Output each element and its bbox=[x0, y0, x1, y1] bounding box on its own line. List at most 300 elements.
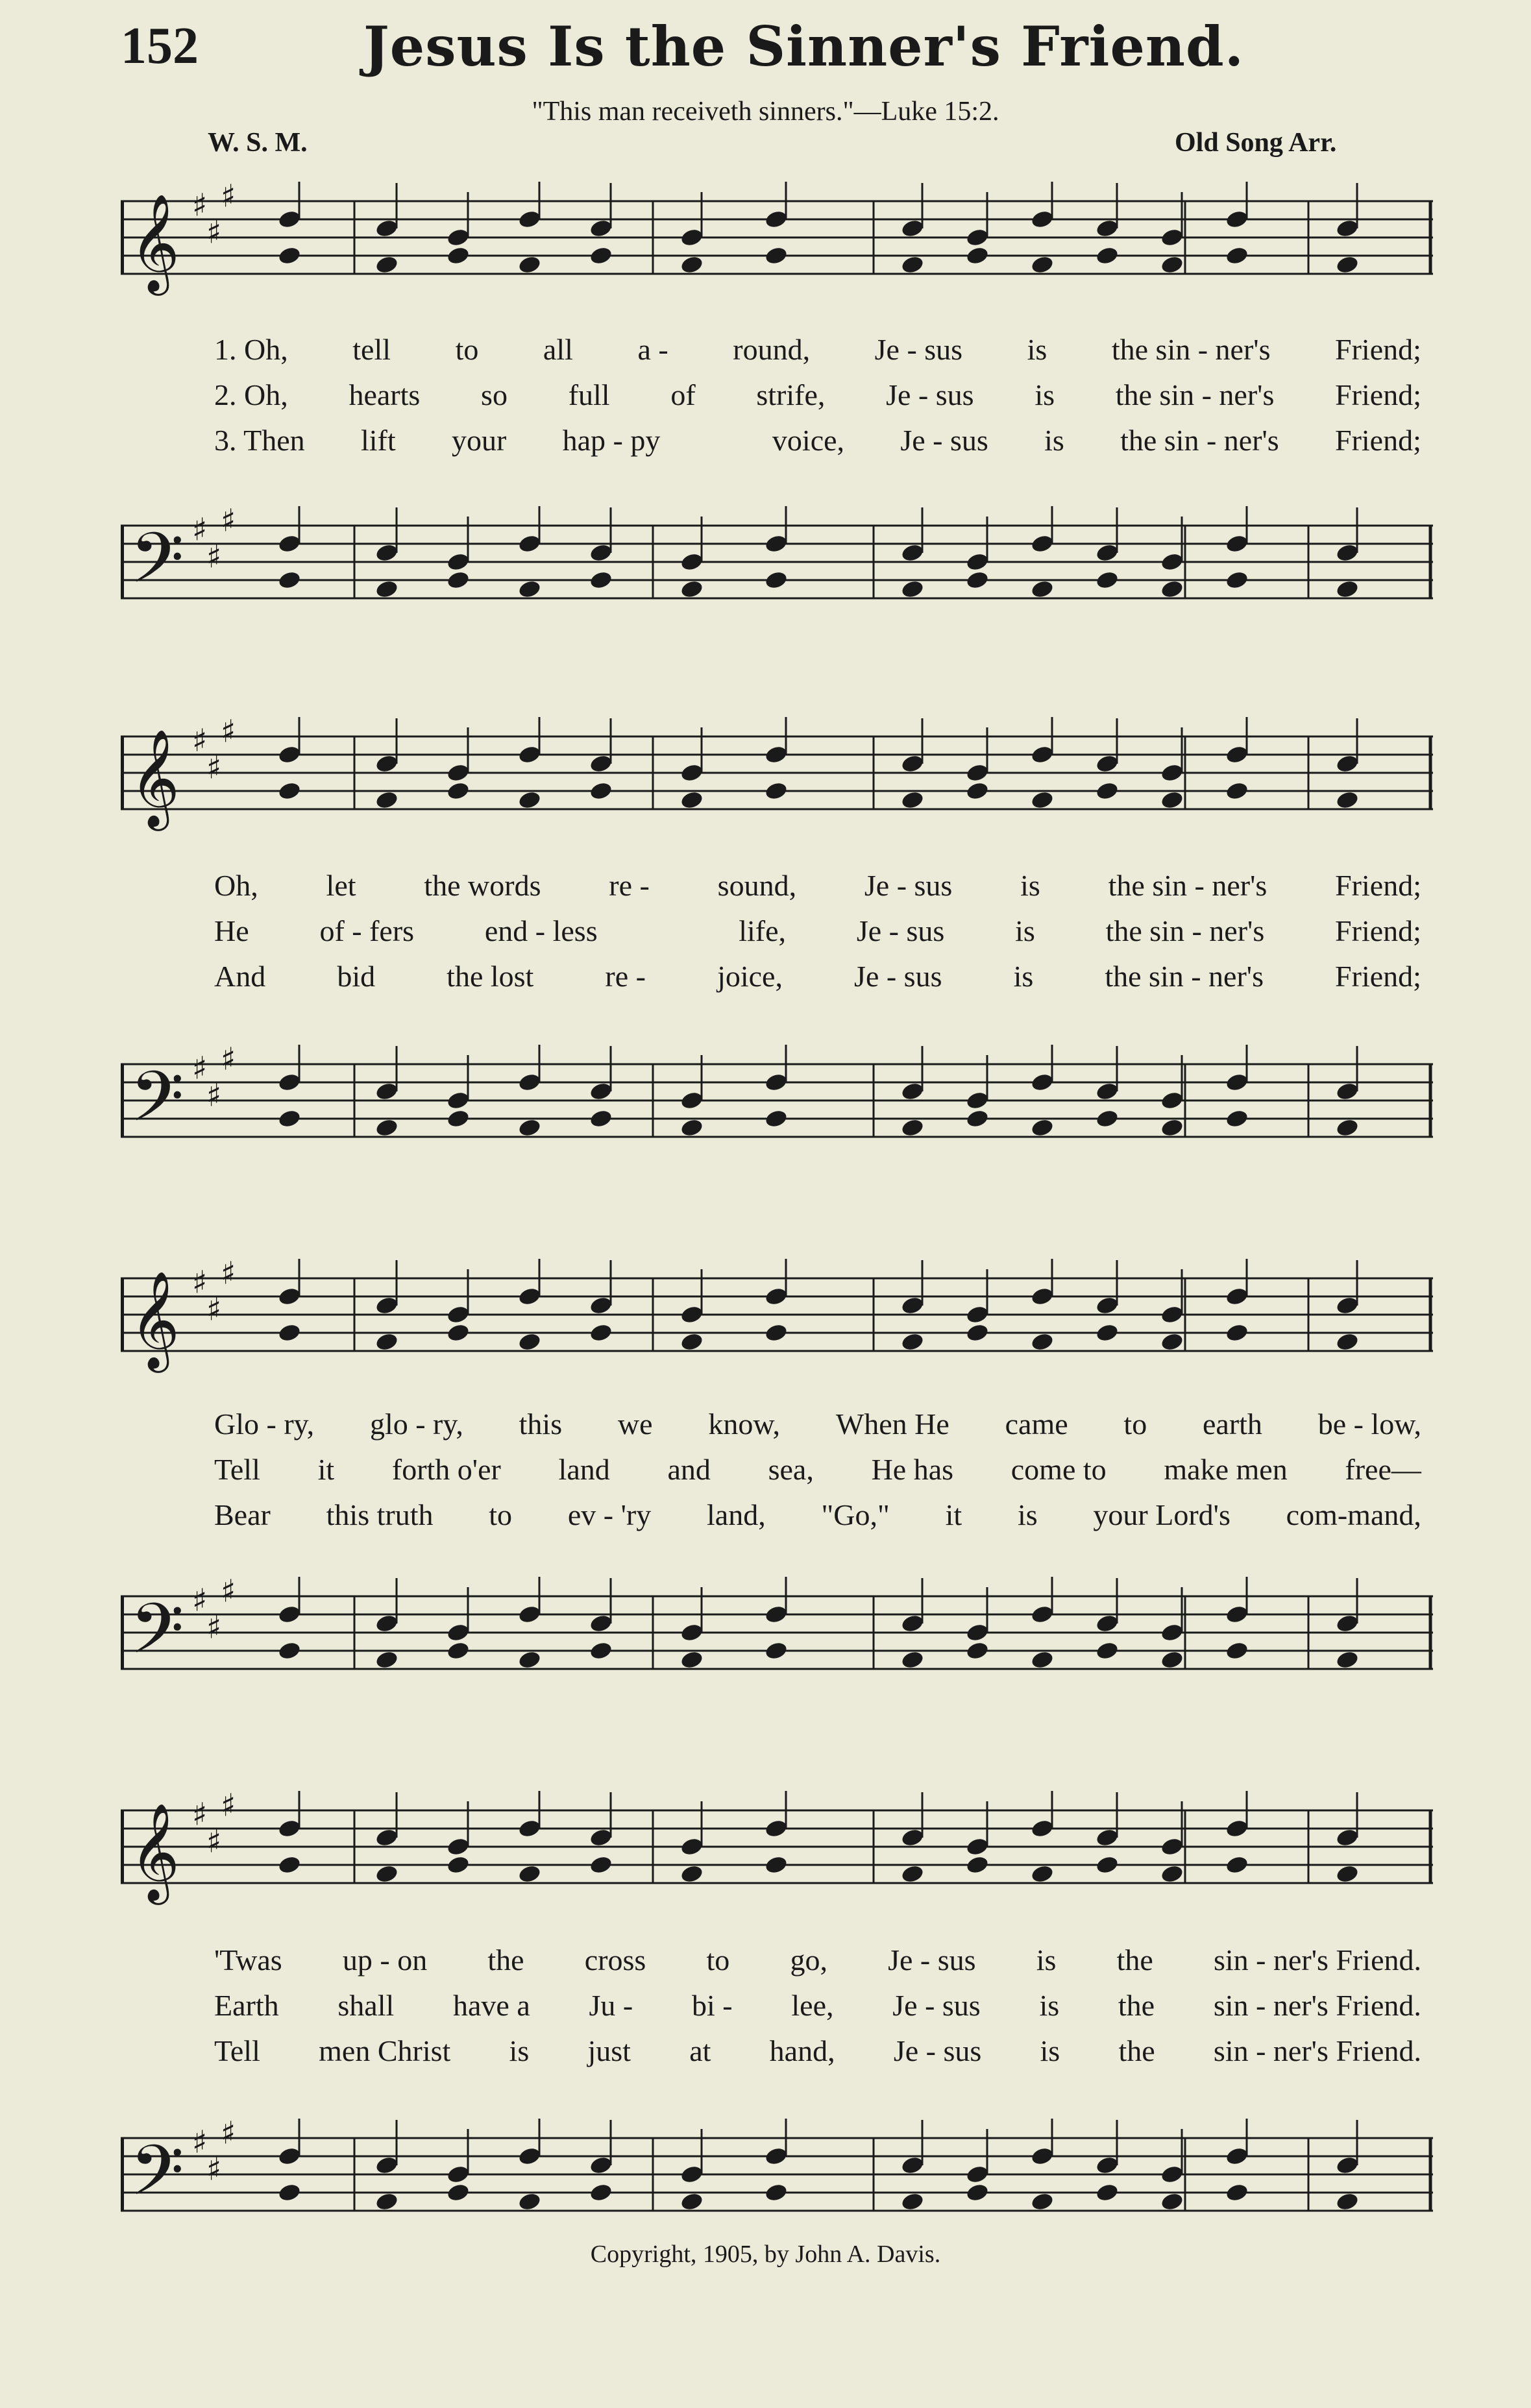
lyric-syllable: is bbox=[1040, 2034, 1060, 2067]
note-head bbox=[277, 1072, 302, 1093]
treble-clef-icon: 𝄞 bbox=[130, 728, 180, 827]
note-head bbox=[277, 744, 302, 765]
note-head bbox=[446, 781, 471, 801]
note-head bbox=[277, 570, 302, 590]
lyric-syllable: so bbox=[481, 378, 508, 411]
note-head bbox=[764, 2182, 789, 2203]
lyric-syllable: let bbox=[326, 869, 356, 902]
lyric-line bbox=[214, 423, 1421, 457]
note-head bbox=[1160, 1332, 1184, 1352]
note-head bbox=[900, 1864, 925, 1884]
lyric-syllable: is bbox=[1035, 378, 1055, 411]
sharp-icon: ♯ bbox=[221, 717, 236, 750]
note-head bbox=[277, 1108, 302, 1129]
note-head bbox=[1160, 227, 1184, 248]
note-head bbox=[764, 209, 789, 230]
sharp-icon: ♯ bbox=[206, 1077, 222, 1114]
staff-lines bbox=[121, 1577, 1433, 1720]
lyric-syllable: sin - ner's Friend. bbox=[1213, 2034, 1421, 2067]
note-head bbox=[1030, 209, 1055, 230]
lyric-syllable: it bbox=[945, 1498, 962, 1531]
note-head bbox=[374, 1613, 399, 1634]
note-head bbox=[1335, 1295, 1360, 1316]
note-head bbox=[1160, 1649, 1184, 1670]
note-head bbox=[446, 1855, 471, 1875]
note-head bbox=[374, 1649, 399, 1670]
note-head bbox=[517, 1604, 542, 1625]
lyric-syllable: go, bbox=[790, 1943, 827, 1976]
lyric-syllable: of - fers bbox=[319, 914, 415, 947]
note-head bbox=[1335, 1332, 1360, 1352]
note-head bbox=[589, 1081, 613, 1102]
lyric-line bbox=[214, 1943, 1421, 1977]
note-head bbox=[680, 579, 704, 600]
note-head bbox=[764, 1604, 789, 1625]
lyric-syllable: Friend; bbox=[1335, 914, 1421, 947]
note-head bbox=[900, 1649, 925, 1670]
note-head bbox=[446, 1640, 471, 1661]
note-head bbox=[680, 1864, 704, 1884]
note-head bbox=[965, 1622, 990, 1643]
note-head bbox=[900, 790, 925, 810]
note-head bbox=[1335, 753, 1360, 774]
lyric-syllable: the sin - ner's bbox=[1111, 333, 1271, 366]
note-head bbox=[1335, 1649, 1360, 1670]
lyric-syllable: just bbox=[587, 2034, 631, 2067]
note-head bbox=[1225, 570, 1249, 590]
note-head bbox=[965, 1836, 990, 1857]
note-head bbox=[1095, 1640, 1120, 1661]
note-head bbox=[900, 542, 925, 563]
note-head bbox=[277, 1604, 302, 1625]
sharp-icon: ♯ bbox=[192, 1582, 208, 1619]
note-head bbox=[1160, 2191, 1184, 2212]
lyric-syllable: land, bbox=[707, 1498, 766, 1531]
lyric-syllable: at bbox=[689, 2034, 711, 2067]
note-head bbox=[446, 2164, 471, 2185]
lyric-syllable: And bbox=[214, 960, 266, 993]
lyric-syllable: glo - ry, bbox=[369, 1407, 463, 1441]
note-head bbox=[1095, 1855, 1120, 1875]
treble-clef-icon: 𝄞 bbox=[130, 193, 180, 291]
note-head bbox=[277, 533, 302, 554]
lyric-syllable: Je - sus bbox=[900, 424, 988, 457]
lyric-syllable: Je - sus bbox=[856, 914, 945, 947]
bass-clef-icon: 𝄢 bbox=[130, 2130, 184, 2228]
note-head bbox=[900, 218, 925, 239]
note-head bbox=[680, 1117, 704, 1138]
sharp-icon: ♯ bbox=[206, 749, 222, 786]
note-head bbox=[589, 218, 613, 239]
lyric-syllable: to bbox=[455, 333, 479, 366]
note-head bbox=[517, 1649, 542, 1670]
note-head bbox=[517, 1286, 542, 1307]
lyric-syllable: we bbox=[617, 1407, 653, 1441]
hymn-title: Jesus Is the Sinner's Friend. bbox=[363, 14, 1244, 79]
note-head bbox=[1225, 245, 1249, 266]
lyric-syllable: is bbox=[1020, 869, 1040, 902]
treble-clef-icon: 𝄞 bbox=[130, 1802, 180, 1901]
lyric-line bbox=[214, 914, 1421, 948]
lyric-syllable: came bbox=[1005, 1407, 1068, 1441]
lyric-syllable: a - bbox=[637, 333, 668, 366]
note-head bbox=[374, 2155, 399, 2176]
sharp-icon: ♯ bbox=[192, 1050, 208, 1087]
lyric-syllable: ev - 'ry bbox=[567, 1498, 652, 1531]
note-head bbox=[517, 744, 542, 765]
note-head bbox=[1160, 762, 1184, 783]
note-head bbox=[1095, 781, 1120, 801]
lyric-syllable: to bbox=[706, 1943, 730, 1976]
note-head bbox=[517, 1072, 542, 1093]
note-head bbox=[764, 1818, 789, 1839]
note-head bbox=[277, 1640, 302, 1661]
note-head bbox=[1225, 209, 1249, 230]
lyric-syllable: this bbox=[519, 1407, 563, 1441]
note-head bbox=[1225, 1604, 1249, 1625]
note-head bbox=[764, 533, 789, 554]
sharp-icon: ♯ bbox=[221, 1577, 236, 1610]
note-head bbox=[900, 2191, 925, 2212]
lyric-syllable: life, bbox=[739, 914, 787, 947]
note-head bbox=[680, 762, 704, 783]
note-head bbox=[764, 781, 789, 801]
note-head bbox=[589, 1295, 613, 1316]
lyric-line bbox=[214, 1498, 1421, 1532]
note-head bbox=[589, 245, 613, 266]
note-head bbox=[764, 570, 789, 590]
note-head bbox=[589, 1613, 613, 1634]
scripture-epigraph: "This man receiveth sinners."—Luke 15:2. bbox=[532, 97, 999, 127]
note-head bbox=[1335, 254, 1360, 275]
lyric-syllable: to bbox=[489, 1498, 513, 1531]
lyric-syllable: hearts bbox=[349, 378, 421, 411]
note-head bbox=[589, 2155, 613, 2176]
note-head bbox=[1160, 1090, 1184, 1111]
note-head bbox=[680, 790, 704, 810]
note-head bbox=[1160, 790, 1184, 810]
lyric-syllable: Friend; bbox=[1335, 869, 1421, 902]
note-head bbox=[900, 2155, 925, 2176]
note-head bbox=[1030, 533, 1055, 554]
lyric-syllable: full bbox=[568, 378, 610, 411]
note-head bbox=[965, 1855, 990, 1875]
staff-lines bbox=[121, 1259, 1433, 1402]
lyric-line bbox=[214, 1407, 1421, 1441]
lyric-syllable: lift bbox=[360, 424, 396, 457]
note-head bbox=[1160, 1864, 1184, 1884]
note-head bbox=[1335, 2191, 1360, 2212]
note-head bbox=[1225, 1818, 1249, 1839]
lyric-line bbox=[214, 2034, 1421, 2068]
note-head bbox=[1030, 1818, 1055, 1839]
lyric-syllable: and bbox=[667, 1453, 711, 1486]
sharp-icon: ♯ bbox=[206, 1609, 222, 1646]
lyric-line bbox=[214, 959, 1421, 993]
note-head bbox=[1225, 1855, 1249, 1875]
note-head bbox=[374, 790, 399, 810]
note-head bbox=[1335, 1827, 1360, 1848]
sharp-icon: ♯ bbox=[192, 1796, 208, 1833]
note-head bbox=[680, 2191, 704, 2212]
sharp-icon: ♯ bbox=[206, 214, 222, 251]
author-credit: W. S. M. bbox=[208, 128, 308, 158]
note-head bbox=[1160, 1836, 1184, 1857]
note-head bbox=[1095, 1827, 1120, 1848]
note-head bbox=[965, 570, 990, 590]
note-head bbox=[1095, 1108, 1120, 1129]
note-head bbox=[446, 570, 471, 590]
lyric-syllable: know, bbox=[708, 1407, 781, 1441]
lyric-syllable: land bbox=[558, 1453, 610, 1486]
lyric-syllable: is bbox=[1017, 1498, 1038, 1531]
note-head bbox=[446, 1108, 471, 1129]
lyric-syllable: the words bbox=[424, 869, 541, 902]
note-head bbox=[374, 579, 399, 600]
note-head bbox=[374, 1864, 399, 1884]
lyric-syllable: it bbox=[317, 1453, 335, 1486]
note-head bbox=[446, 762, 471, 783]
sharp-icon: ♯ bbox=[192, 2124, 208, 2161]
note-head bbox=[764, 1855, 789, 1875]
note-head bbox=[1030, 2191, 1055, 2212]
note-head bbox=[374, 254, 399, 275]
lyric-syllable: the sin - ner's bbox=[1108, 869, 1268, 902]
lyric-syllable: 3. Then bbox=[214, 424, 305, 457]
note-head bbox=[1225, 1322, 1249, 1343]
note-head bbox=[517, 533, 542, 554]
note-head bbox=[965, 1640, 990, 1661]
note-head bbox=[764, 245, 789, 266]
note-head bbox=[1095, 1613, 1120, 1634]
lyric-syllable: is bbox=[1013, 960, 1034, 993]
note-head bbox=[1095, 2182, 1120, 2203]
note-head bbox=[374, 753, 399, 774]
lyric-syllable: sound, bbox=[717, 869, 797, 902]
lyric-syllable: the bbox=[1118, 1989, 1155, 2022]
note-head bbox=[680, 254, 704, 275]
note-head bbox=[965, 762, 990, 783]
sharp-icon: ♯ bbox=[192, 1264, 208, 1301]
note-head bbox=[446, 1836, 471, 1857]
note-head bbox=[965, 552, 990, 572]
note-head bbox=[1095, 1295, 1120, 1316]
note-head bbox=[1030, 1117, 1055, 1138]
note-head bbox=[680, 1304, 704, 1325]
lyric-syllable: Je - sus bbox=[888, 1943, 976, 1976]
note-head bbox=[764, 1108, 789, 1129]
note-head bbox=[1335, 790, 1360, 810]
note-head bbox=[1160, 579, 1184, 600]
lyric-syllable: men Christ bbox=[319, 2034, 451, 2067]
lyric-syllable: When He bbox=[835, 1407, 949, 1441]
note-head bbox=[277, 781, 302, 801]
lyric-syllable: hap - py bbox=[562, 424, 661, 457]
lyric-syllable: round, bbox=[733, 333, 811, 366]
note-head bbox=[1225, 533, 1249, 554]
treble-staff bbox=[121, 717, 1433, 860]
note-head bbox=[764, 2146, 789, 2167]
note-head bbox=[1095, 218, 1120, 239]
note-head bbox=[965, 1322, 990, 1343]
note-head bbox=[1225, 1072, 1249, 1093]
note-head bbox=[1030, 1649, 1055, 1670]
note-head bbox=[1225, 2146, 1249, 2167]
note-head bbox=[1030, 790, 1055, 810]
note-head bbox=[1335, 1864, 1360, 1884]
lyric-syllable: com-mand, bbox=[1286, 1498, 1421, 1531]
note-head bbox=[1095, 570, 1120, 590]
note-head bbox=[1030, 579, 1055, 600]
copyright-notice: Copyright, 1905, by John A. Davis. bbox=[590, 2241, 941, 2268]
note-head bbox=[277, 1818, 302, 1839]
lyric-syllable: shall bbox=[337, 1989, 395, 2022]
lyric-syllable: cross bbox=[584, 1943, 646, 1976]
note-head bbox=[1225, 2182, 1249, 2203]
note-head bbox=[764, 1640, 789, 1661]
lyric-line bbox=[214, 1452, 1421, 1487]
lyric-syllable: bi - bbox=[692, 1989, 733, 2022]
lyric-syllable: all bbox=[543, 333, 573, 366]
note-head bbox=[1160, 552, 1184, 572]
lyric-syllable: Je - sus bbox=[864, 869, 953, 902]
note-head bbox=[1160, 1304, 1184, 1325]
note-head bbox=[900, 1827, 925, 1848]
lyric-syllable: joice, bbox=[717, 960, 783, 993]
lyric-syllable: come to bbox=[1010, 1453, 1107, 1486]
lyric-syllable: be - low, bbox=[1317, 1407, 1421, 1441]
note-head bbox=[446, 1304, 471, 1325]
note-head bbox=[446, 227, 471, 248]
sharp-icon: ♯ bbox=[221, 1791, 236, 1824]
note-head bbox=[1030, 254, 1055, 275]
sharp-icon: ♯ bbox=[206, 2151, 222, 2188]
lyric-syllable: 2. Oh, bbox=[214, 378, 288, 411]
lyric-syllable: the sin - ner's bbox=[1105, 914, 1265, 947]
note-head bbox=[517, 2146, 542, 2167]
note-head bbox=[1335, 1081, 1360, 1102]
note-head bbox=[1030, 2146, 1055, 2167]
lyric-syllable: Tell bbox=[214, 2034, 260, 2067]
note-head bbox=[1335, 2155, 1360, 2176]
lyric-syllable: is bbox=[1044, 424, 1064, 457]
note-head bbox=[1030, 744, 1055, 765]
sharp-icon: ♯ bbox=[192, 511, 208, 548]
lyric-syllable: to bbox=[1123, 1407, 1147, 1441]
note-head bbox=[277, 209, 302, 230]
lyric-syllable: is bbox=[1027, 333, 1047, 366]
note-head bbox=[517, 1818, 542, 1839]
lyric-syllable: Ju - bbox=[589, 1989, 633, 2022]
note-head bbox=[764, 1072, 789, 1093]
lyric-syllable: tell bbox=[352, 333, 391, 366]
lyric-syllable: 'Twas bbox=[214, 1943, 282, 1976]
note-head bbox=[517, 209, 542, 230]
note-head bbox=[1030, 1332, 1055, 1352]
note-head bbox=[517, 1117, 542, 1138]
note-head bbox=[517, 254, 542, 275]
sharp-icon: ♯ bbox=[221, 182, 236, 215]
note-head bbox=[1095, 1081, 1120, 1102]
note-head bbox=[589, 2182, 613, 2203]
lyric-syllable: sea, bbox=[768, 1453, 814, 1486]
lyric-syllable: "Go," bbox=[821, 1498, 890, 1531]
lyric-syllable: bid bbox=[337, 960, 376, 993]
note-head bbox=[374, 1295, 399, 1316]
note-head bbox=[1160, 1117, 1184, 1138]
note-head bbox=[589, 1827, 613, 1848]
lyric-syllable: end - less bbox=[484, 914, 598, 947]
lyric-syllable: Earth bbox=[214, 1989, 279, 2022]
note-head bbox=[1095, 245, 1120, 266]
note-head bbox=[1225, 1640, 1249, 1661]
note-head bbox=[589, 1855, 613, 1875]
note-head bbox=[764, 1286, 789, 1307]
note-head bbox=[900, 254, 925, 275]
lyric-syllable: Je - sus bbox=[893, 2034, 982, 2067]
note-head bbox=[1335, 1613, 1360, 1634]
lyric-syllable: He has bbox=[871, 1453, 954, 1486]
note-head bbox=[680, 227, 704, 248]
note-head bbox=[1095, 2155, 1120, 2176]
page-number: 152 bbox=[121, 18, 199, 75]
note-head bbox=[764, 744, 789, 765]
note-head bbox=[1160, 1622, 1184, 1643]
lyric-syllable: is bbox=[1039, 1989, 1060, 2022]
note-head bbox=[446, 245, 471, 266]
treble-staff bbox=[121, 182, 1433, 324]
lyric-syllable: Friend; bbox=[1335, 960, 1421, 993]
lyric-syllable: Bear bbox=[214, 1498, 271, 1531]
note-head bbox=[277, 245, 302, 266]
lyric-syllable: Tell bbox=[214, 1453, 260, 1486]
staff-lines bbox=[121, 1791, 1433, 1934]
note-head bbox=[1225, 744, 1249, 765]
lyric-syllable: He bbox=[214, 914, 249, 947]
note-head bbox=[1095, 542, 1120, 563]
treble-staff bbox=[121, 1259, 1433, 1402]
lyric-syllable: have a bbox=[453, 1989, 530, 2022]
lyric-syllable: the sin - ner's bbox=[1105, 960, 1264, 993]
note-head bbox=[277, 2146, 302, 2167]
note-head bbox=[680, 1649, 704, 1670]
sharp-icon: ♯ bbox=[221, 1259, 236, 1292]
lyric-syllable: forth o'er bbox=[391, 1453, 501, 1486]
lyric-line bbox=[214, 378, 1421, 412]
note-head bbox=[589, 570, 613, 590]
note-head bbox=[446, 2182, 471, 2203]
lyric-syllable: Oh, bbox=[214, 869, 258, 902]
lyric-syllable: of bbox=[670, 378, 696, 411]
bass-staff bbox=[121, 1577, 1433, 1720]
sharp-icon: ♯ bbox=[221, 1045, 236, 1078]
note-head bbox=[374, 218, 399, 239]
note-head bbox=[589, 753, 613, 774]
sharp-icon: ♯ bbox=[221, 2119, 236, 2152]
bass-clef-icon: 𝄢 bbox=[130, 1588, 184, 1686]
staff-lines bbox=[121, 717, 1433, 860]
lyric-syllable: Friend; bbox=[1335, 424, 1421, 457]
lyric-syllable: Je - sus bbox=[874, 333, 963, 366]
staff-lines bbox=[121, 506, 1433, 649]
note-head bbox=[446, 1622, 471, 1643]
note-head bbox=[277, 1286, 302, 1307]
lyric-syllable: your Lord's bbox=[1093, 1498, 1231, 1531]
note-head bbox=[965, 2164, 990, 2185]
note-head bbox=[1095, 753, 1120, 774]
lyric-syllable: the sin - ner's bbox=[1120, 424, 1279, 457]
lyric-syllable: up - on bbox=[342, 1943, 428, 1976]
